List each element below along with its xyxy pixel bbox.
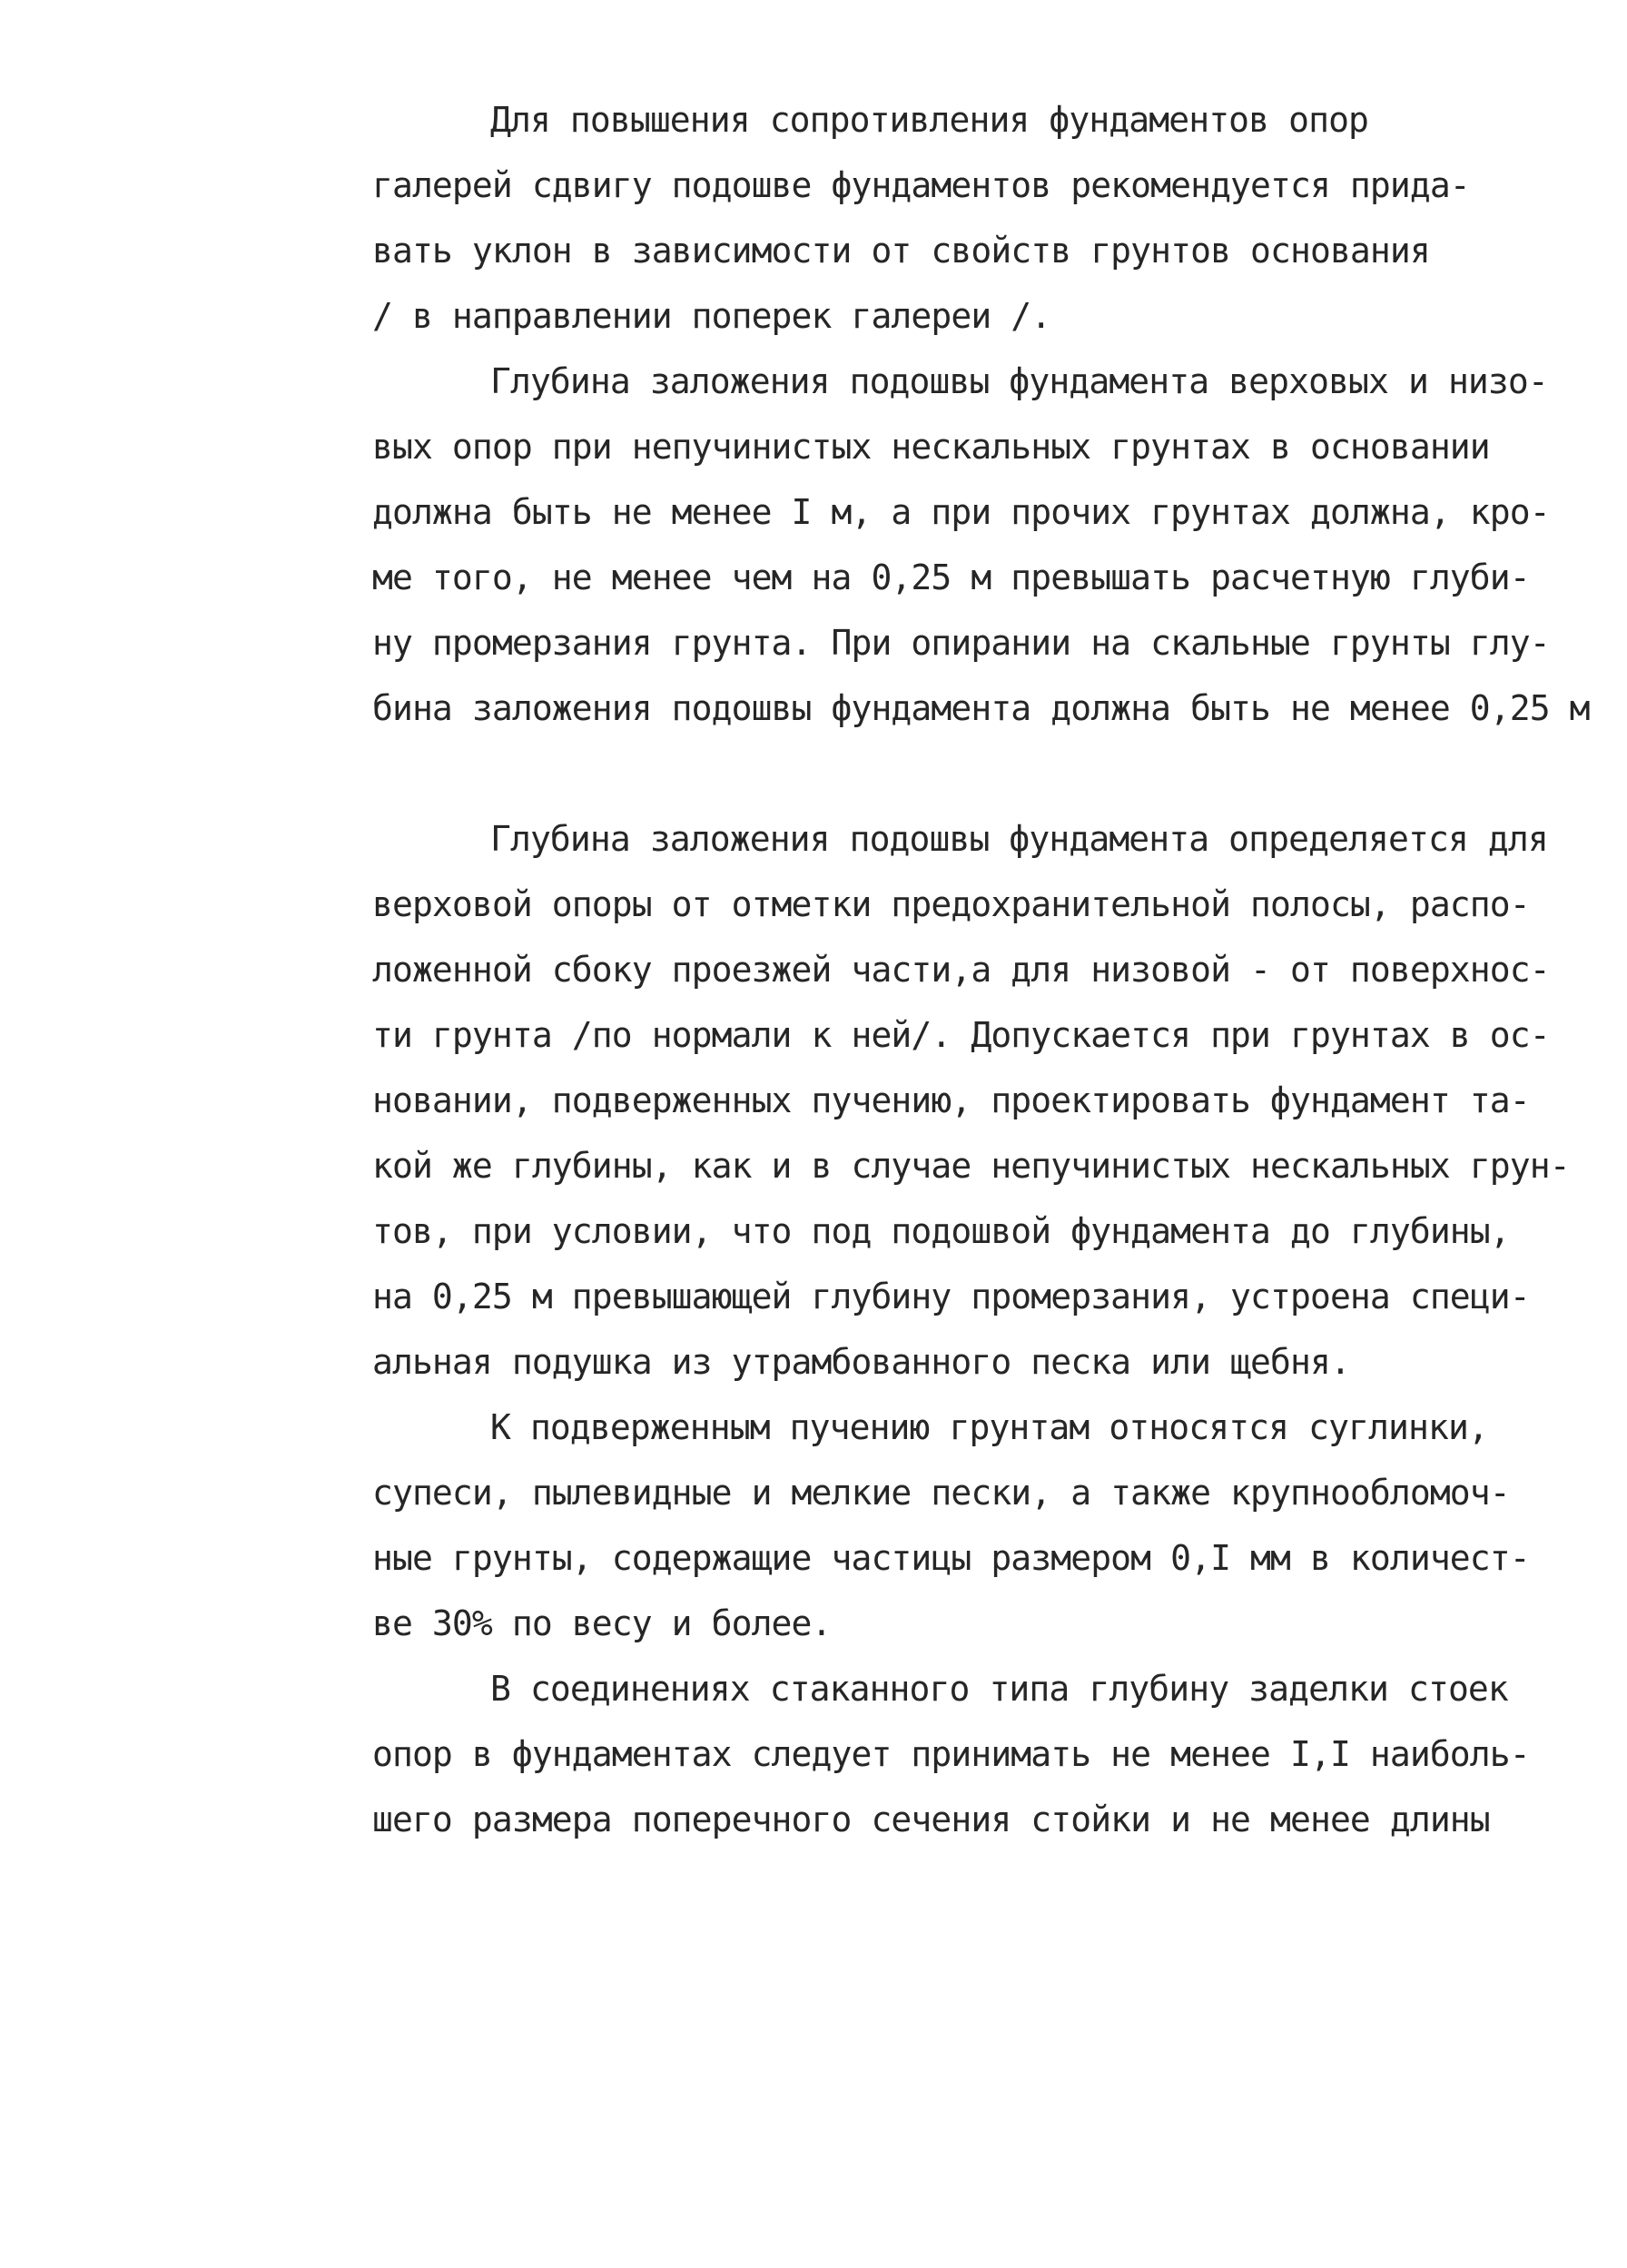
paragraph-1-line-1: Для повышения сопротивления фундаментов опор: [490, 100, 1369, 140]
paragraph-4-line-3: ные грунты, содержащие частицы размером 0,I мм в количест-: [372, 1538, 1530, 1578]
paragraph-4-line-4: ве 30% по весу и более.: [372, 1603, 832, 1643]
paragraph-4-line-1: К подверженным пучению грунтам относятся суглинки,: [490, 1407, 1488, 1447]
paragraph-2-line-4: ме того, не менее чем на 0,25 м превышать расчетную глуби-: [372, 557, 1530, 597]
paragraph-4-line-2: супеси, пылевидные и мелкие пески, а также крупнообломоч-: [372, 1473, 1510, 1513]
paragraph-3-line-2: верховой опоры от отметки предохранительной полосы, распо-: [372, 884, 1530, 924]
paragraph-3-line-7: тов, при условии, что под подошвой фундамента до глубины,: [372, 1211, 1510, 1251]
paragraph-2-line-1: Глубина заложения подошвы фундамента верховых и низо-: [490, 361, 1548, 401]
paragraph-5-line-3: шего размера поперечного сечения стойки и не менее длины: [372, 1800, 1490, 1839]
paragraph-3-line-9: альная подушка из утрамбованного песка или щебня.: [372, 1342, 1350, 1382]
paragraph-1-line-3: вать уклон в зависимости от свойств грунтов основания: [372, 231, 1430, 271]
paragraph-1-line-4: / в направлении поперек галереи /.: [372, 296, 1051, 336]
paragraph-3-line-4: ти грунта /по нормали к ней/. Допускается при грунтах в ос-: [372, 1015, 1550, 1055]
paragraph-2-line-3: должна быть не менее I м, а при прочих грунтах должна, кро-: [372, 492, 1550, 532]
paragraph-2-line-2: вых опор при непучинистых нескальных грунтах в основании: [372, 427, 1490, 467]
paragraph-1-line-2: галерей сдвигу подошве фундаментов рекомендуется прида-: [372, 165, 1470, 205]
paragraph-5-line-1: В соединениях стаканного типа глубину заделки стоек: [490, 1669, 1508, 1709]
paragraph-5-line-2: опор в фундаментах следует принимать не менее I,I наиболь-: [372, 1734, 1530, 1774]
paragraph-3-line-3: ложенной сбоку проезжей части,а для низовой - от поверхнос-: [372, 950, 1550, 990]
paragraph-3-line-1: Глубина заложения подошвы фундамента определяется для: [490, 819, 1548, 859]
paragraph-2-line-6: бина заложения подошвы фундамента должна быть не менее 0,25 м: [372, 688, 1590, 728]
paragraph-3-line-8: на 0,25 м превышающей глубину промерзания, устроена специ-: [372, 1277, 1530, 1316]
paragraph-2-line-5: ну промерзания грунта. При опирании на скальные грунты глу-: [372, 623, 1550, 663]
paragraph-3-line-6: кой же глубины, как и в случае непучинистых нескальных грун-: [372, 1146, 1570, 1186]
paragraph-3-line-5: новании, подверженных пучению, проектировать фундамент та-: [372, 1080, 1530, 1120]
